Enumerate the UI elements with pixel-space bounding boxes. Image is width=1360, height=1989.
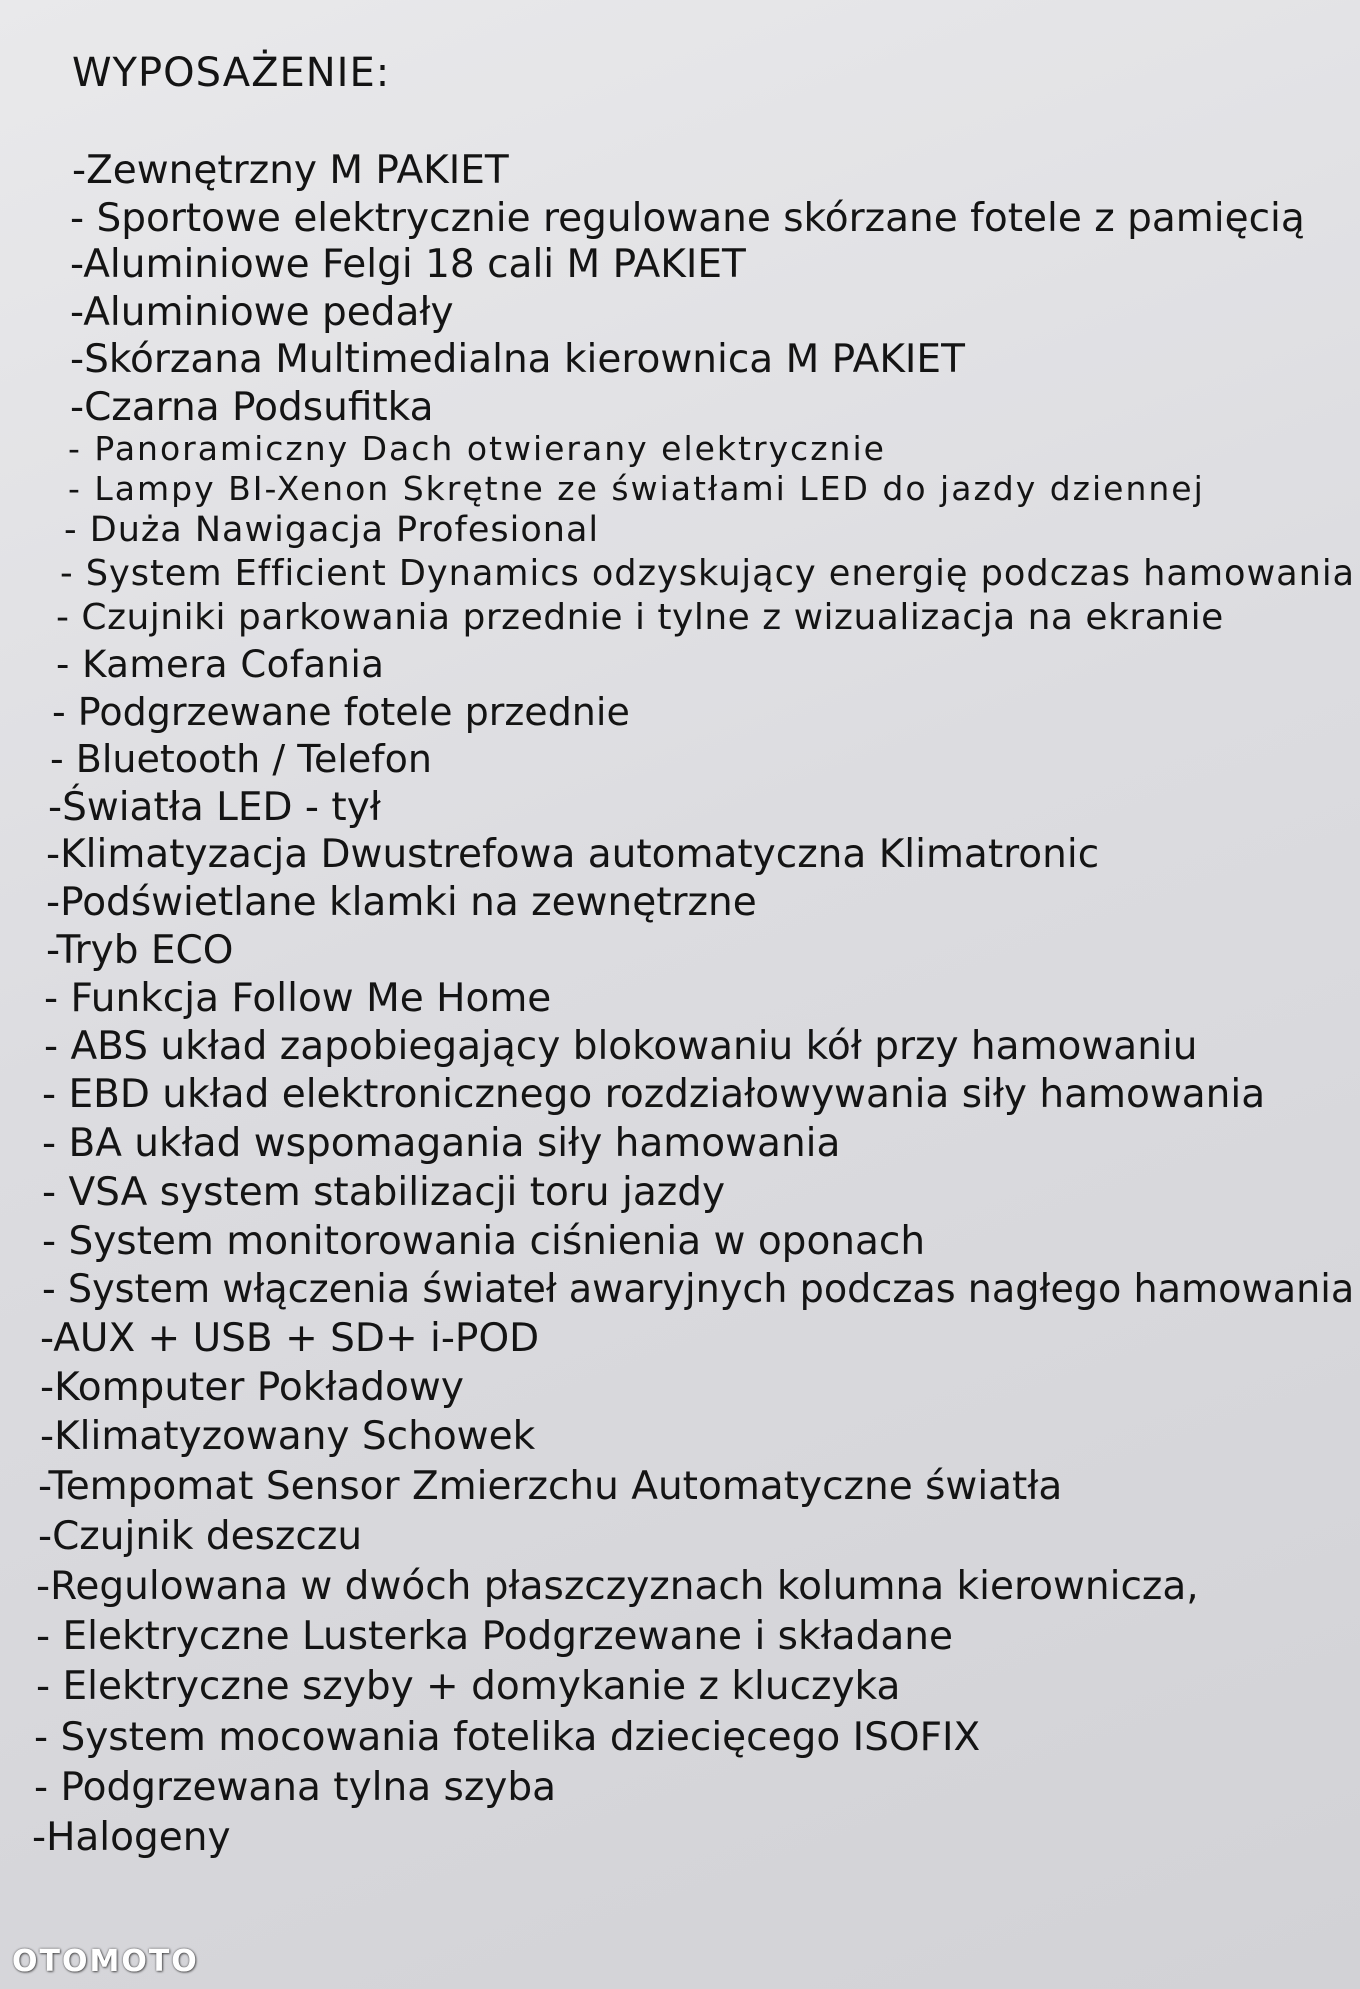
equipment-item: - ABS układ zapobiegający blokowaniu kół przy hamowaniu [44,1024,1198,1069]
equipment-item: - Elektryczne szyby + domykanie z kluczyka [36,1664,901,1709]
equipment-item: - Bluetooth / Telefon [50,737,433,781]
equipment-item: - Elektryczne Lusterka Podgrzewane i składane [36,1614,953,1659]
document-heading: WYPOSAŻENIE: [72,50,391,96]
equipment-item: - VSA system stabilizacji toru jazdy [42,1170,726,1215]
equipment-item: - System mocowania fotelika dziecięcego ISOFIX [34,1715,981,1760]
equipment-item: -Czujnik deszczu [38,1514,363,1559]
equipment-item: -Aluminiowe pedały [70,290,454,335]
equipment-item: -Halogeny [32,1815,231,1860]
equipment-item: - Podgrzewane fotele przednie [52,690,630,734]
equipment-item: -Światła LED - tył [48,785,381,830]
equipment-item: -Czarna Podsufitka [70,385,434,430]
otomoto-watermark: OTOMOTO [12,1944,199,1979]
equipment-item: - Sportowe elektrycznie regulowane skórzane fotele z pamięcią [70,196,1305,241]
equipment-item: -Tryb ECO [46,928,234,973]
equipment-item: - Czujniki parkowania przednie i tylne z wizualizacja na ekranie [56,597,1224,638]
equipment-item: -AUX + USB + SD+ i-POD [40,1316,540,1361]
equipment-item: -Regulowana w dwóch płaszczyznach kolumna kierownicza, [36,1564,1199,1609]
equipment-item: - Podgrzewana tylna szyba [34,1765,557,1810]
equipment-item: -Klimatyzacja Dwustrefowa automatyczna Klimatronic [46,832,1100,877]
equipment-item: - Funkcja Follow Me Home [44,976,552,1021]
equipment-item: - System monitorowania ciśnienia w oponach [42,1219,926,1264]
equipment-item: -Komputer Pokładowy [40,1365,464,1410]
equipment-item: - System Efficient Dynamics odzyskujący energię podczas hamowania [60,553,1356,594]
equipment-item: - Kamera Cofania [56,643,385,686]
equipment-item: -Zewnętrzny M PAKIET [72,148,509,193]
equipment-item: - System włączenia świateł awaryjnych podczas nagłego hamowania [42,1267,1355,1312]
equipment-item: - Duża Nawigacja Profesional [64,510,600,550]
equipment-item: - EBD układ elektronicznego rozdziałowywania siły hamowania [42,1072,1266,1117]
equipment-item: - Panoramiczny Dach otwierany elektrycznie [68,429,886,468]
equipment-item: - BA układ wspomagania siły hamowania [42,1121,841,1166]
equipment-item: -Aluminiowe Felgi 18 cali M PAKIET [70,242,746,287]
equipment-item: - Lampy BI-Xenon Skrętne ze światłami LED do jazdy dziennej [68,469,1205,508]
equipment-item: -Podświetlane klamki na zewnętrzne [46,880,757,925]
equipment-item: -Klimatyzowany Schowek [40,1414,536,1459]
equipment-item: -Tempomat Sensor Zmierzchu Automatyczne światła [38,1464,1063,1509]
equipment-item: -Skórzana Multimedialna kierownica M PAKIET [70,337,965,382]
